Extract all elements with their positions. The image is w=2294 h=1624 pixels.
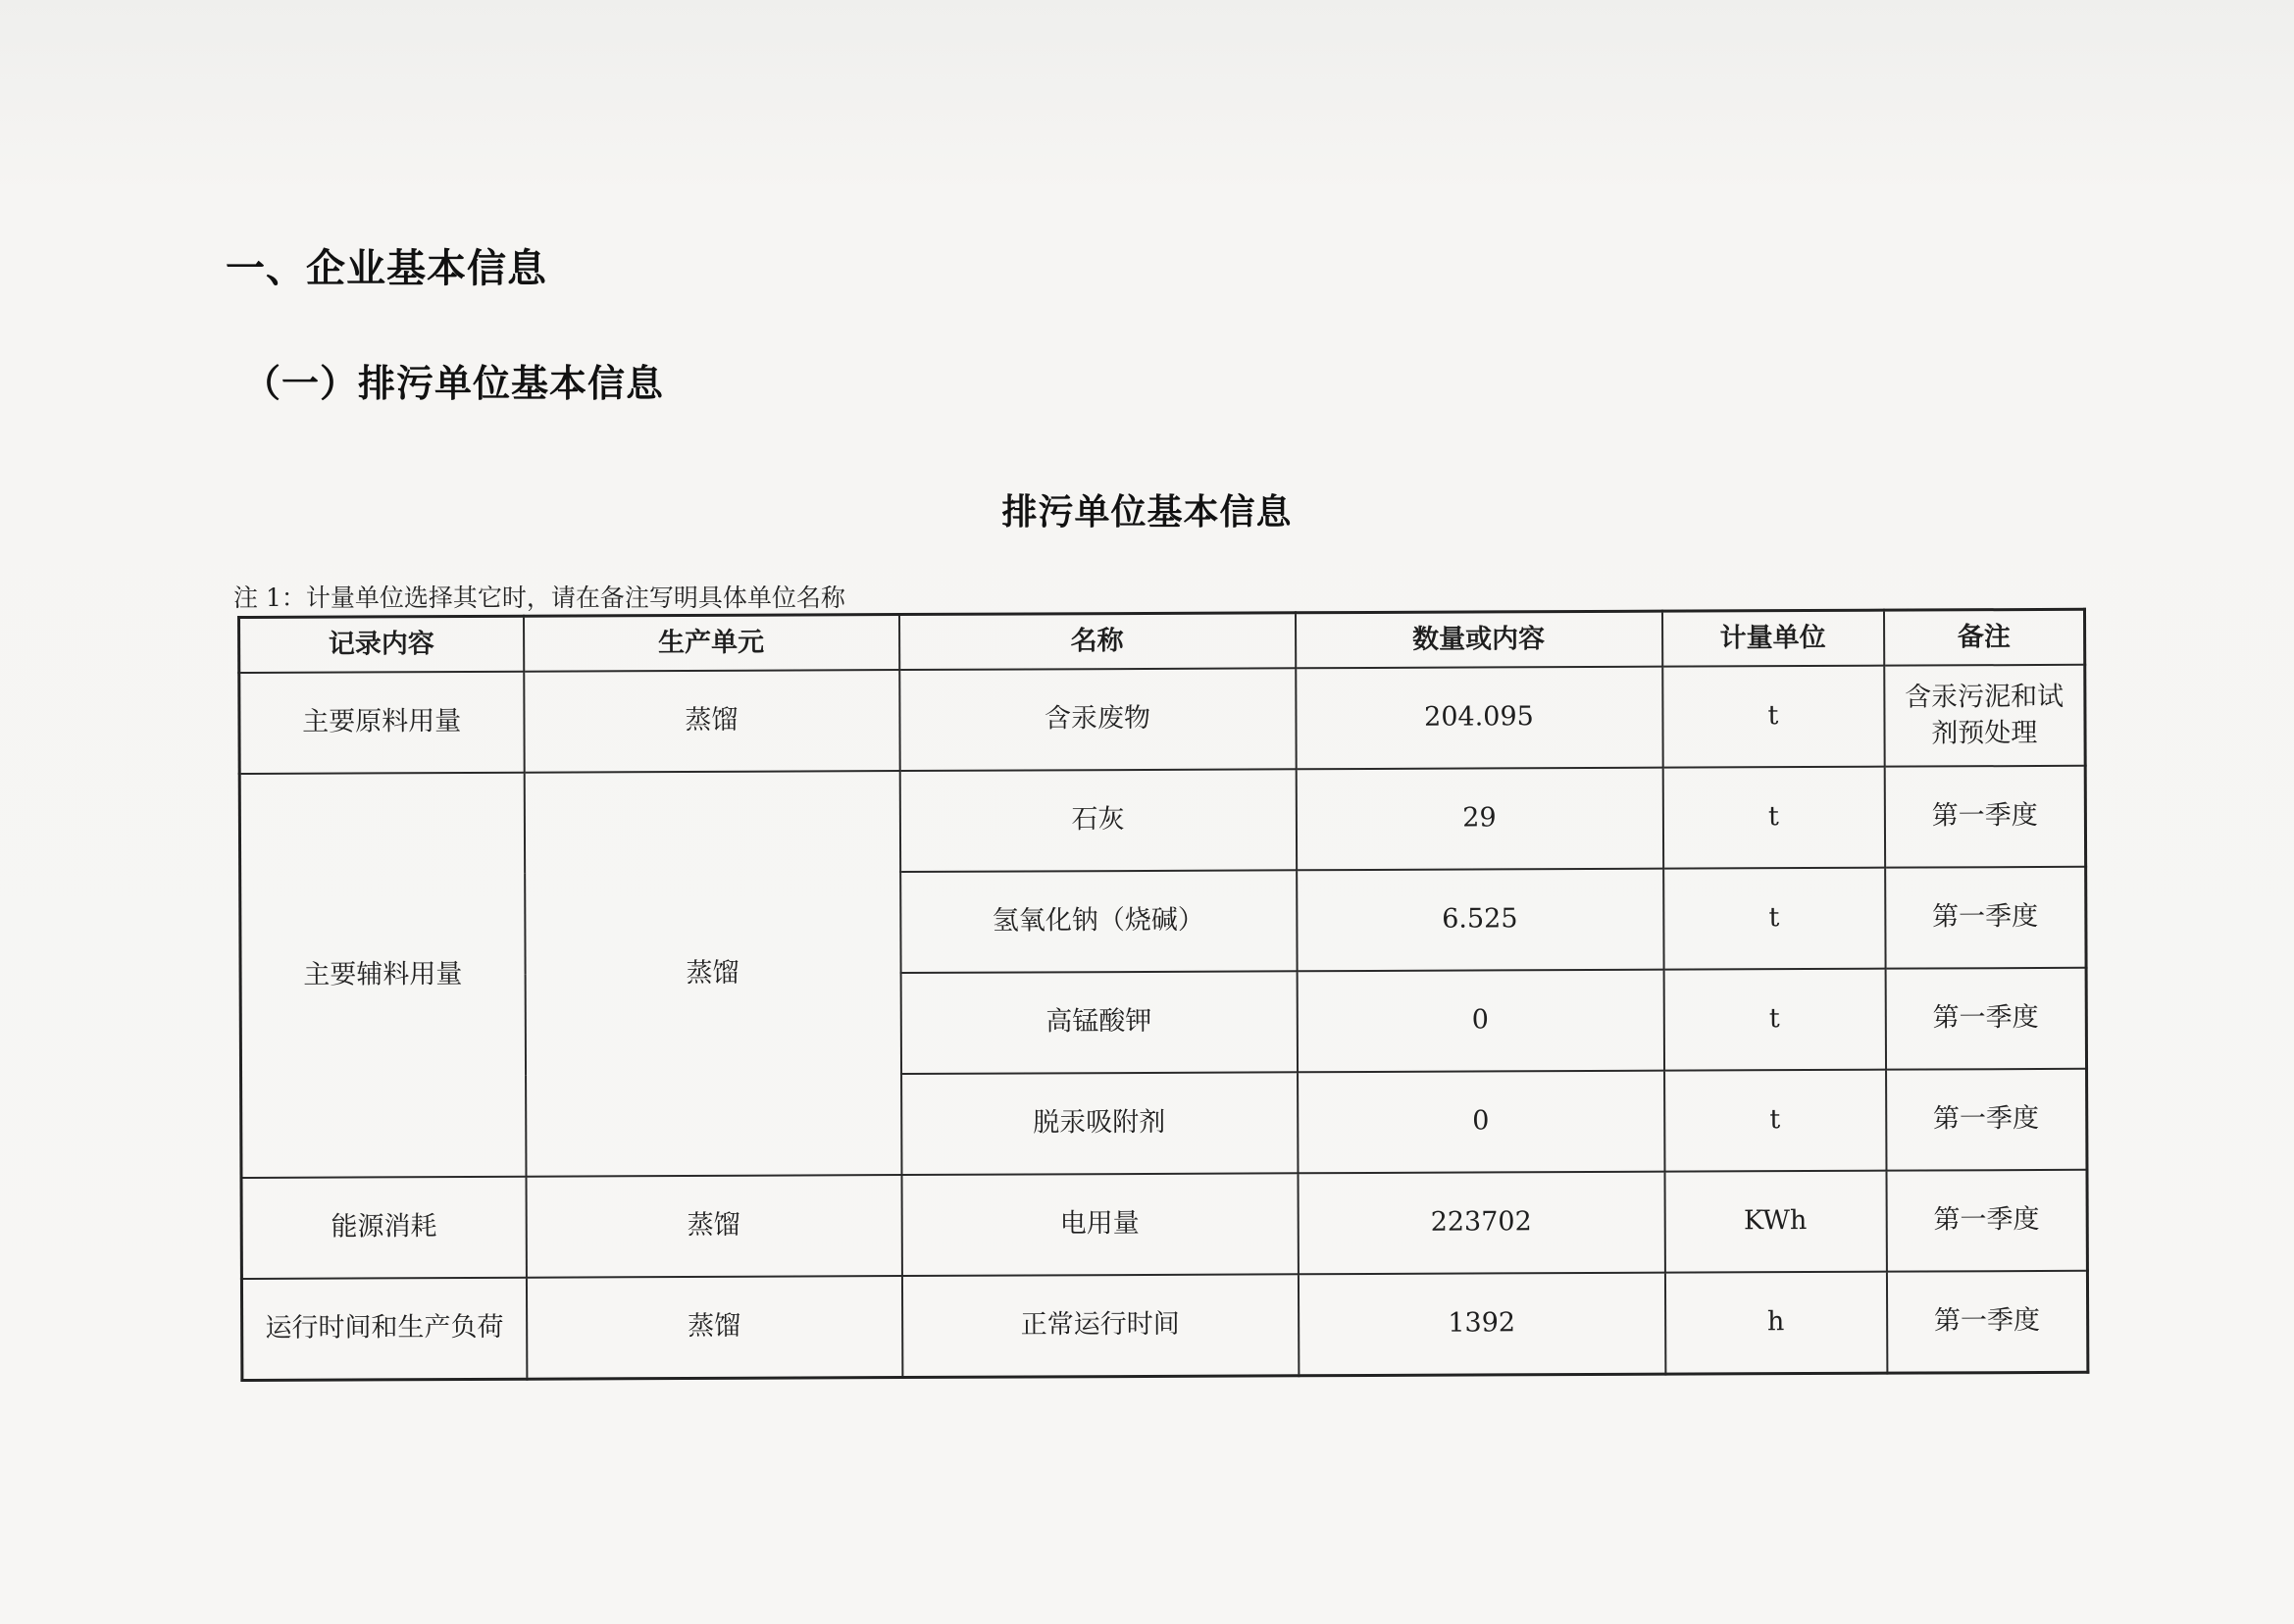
- measure-unit-cell: KWh: [1664, 1171, 1886, 1273]
- column-header-value: 数量或内容: [1295, 611, 1661, 668]
- production-unit-cell: 蒸馏: [526, 1276, 901, 1379]
- value-cell: 1392: [1298, 1273, 1664, 1376]
- remark-text: 含汞污泥和试剂预处理: [1905, 681, 2065, 748]
- remark-cell: 第一季度: [1885, 867, 2086, 969]
- column-header-unit: 生产单元: [524, 615, 899, 672]
- record-cell: 主要辅料用量: [239, 773, 526, 1178]
- column-header-record: 记录内容: [239, 616, 524, 673]
- measure-unit-cell: h: [1664, 1272, 1886, 1374]
- item-name-cell: 电用量: [901, 1173, 1298, 1276]
- column-header-name: 名称: [899, 613, 1296, 670]
- table-header-row: [239, 609, 2085, 673]
- measure-unit-cell: t: [1663, 868, 1885, 970]
- remark-cell: [1884, 665, 2085, 767]
- table-row: [239, 665, 2085, 774]
- subsection-heading: （一）排污单位基本信息: [243, 362, 665, 405]
- table-row: [239, 766, 2085, 875]
- item-name-cell: 正常运行时间: [901, 1274, 1298, 1377]
- remark-cell: 第一季度: [1886, 1271, 2087, 1373]
- value-cell: 29: [1296, 768, 1662, 871]
- remark-cell: 第一季度: [1885, 968, 2086, 1070]
- item-name-cell: 含汞废物: [899, 668, 1296, 771]
- remark-cell: 第一季度: [1884, 766, 2085, 868]
- production-unit-cell: 蒸馏: [526, 1175, 901, 1278]
- remark-cell: 第一季度: [1886, 1069, 2087, 1171]
- item-name-cell: 氢氧化钠（烧碱）: [900, 870, 1297, 973]
- measure-unit-cell: t: [1662, 767, 1884, 869]
- section-heading: 一、企业基本信息: [226, 246, 547, 291]
- measure-unit-cell: t: [1664, 1070, 1886, 1172]
- table-row: [241, 1271, 2087, 1381]
- record-cell: 主要原料用量: [239, 672, 524, 774]
- column-header-measure: 计量单位: [1661, 610, 1883, 666]
- item-name-cell: 石灰: [899, 769, 1296, 872]
- record-cell: 能源消耗: [241, 1177, 526, 1279]
- pollutant-unit-info-table: [237, 608, 2089, 1382]
- table-note: 注 1：计量单位选择其它时，请在备注写明具体单位名称: [233, 584, 845, 612]
- value-cell: 6.525: [1297, 869, 1663, 972]
- measure-unit-cell: t: [1663, 969, 1885, 1071]
- remark-cell: 第一季度: [1886, 1170, 2087, 1272]
- table-title: 排污单位基本信息: [1001, 492, 1293, 533]
- value-cell: 204.095: [1296, 667, 1662, 770]
- table-row: [241, 1170, 2087, 1279]
- value-cell: 223702: [1298, 1172, 1664, 1275]
- item-name-cell: 脱汞吸附剂: [901, 1072, 1298, 1175]
- record-cell: 运行时间和生产负荷: [241, 1278, 526, 1381]
- value-cell: 0: [1297, 970, 1663, 1073]
- production-unit-cell: 蒸馏: [524, 771, 901, 1177]
- column-header-remark: 备注: [1883, 609, 2084, 665]
- item-name-cell: 高锰酸钾: [900, 971, 1297, 1074]
- measure-unit-cell: t: [1662, 666, 1884, 768]
- production-unit-cell: 蒸馏: [524, 670, 899, 773]
- value-cell: 0: [1298, 1071, 1664, 1174]
